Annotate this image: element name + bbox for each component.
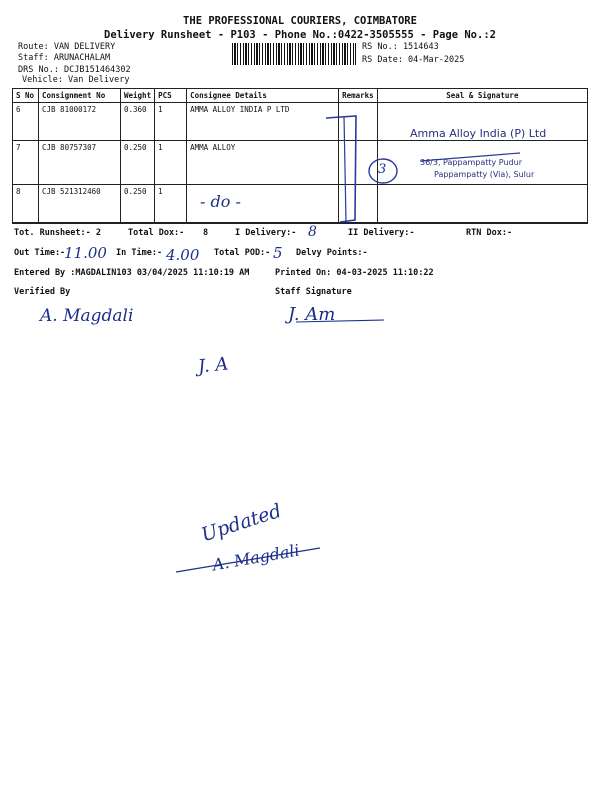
total-pod-label: Total POD:-	[214, 248, 271, 258]
i-delivery-handwritten: 8	[308, 224, 317, 240]
updated-note: Updated	[198, 499, 285, 547]
tot-runsheet: Tot. Runsheet:- 2	[14, 228, 101, 238]
row-consignee: AMMA ALLOY	[187, 141, 339, 185]
printed-on: Printed On: 04-03-2025 11:10:22	[275, 268, 434, 278]
header-remarks: Remarks	[339, 89, 378, 103]
rtn-dox-label: RTN Dox:-	[466, 228, 513, 238]
ii-delivery-label: II Delivery:-	[348, 228, 415, 238]
stamp-line-1: Amma Alloy India (P) Ltd	[410, 127, 547, 140]
verified-signature: A. Magdali	[40, 306, 134, 326]
total-pod-handwritten: 5	[273, 244, 283, 262]
row-weight: 0.250	[121, 141, 155, 185]
header-pcs: PCS	[155, 89, 187, 103]
header-weight: Weight	[121, 89, 155, 103]
row-weight: 0.250	[121, 185, 155, 223]
company-title: THE PROFESSIONAL COURIERS, COIMBATORE	[183, 15, 417, 27]
row-consignment: CJB 81000172	[39, 103, 121, 141]
header-consignee: Consignee Details	[187, 89, 339, 103]
row-consignee: AMMA ALLOY INDIA P LTD	[187, 103, 339, 141]
remarks-bracket-icon	[326, 116, 356, 222]
row-sno: 6	[13, 103, 39, 141]
header-consignment: Consignment No	[39, 89, 121, 103]
i-delivery-label: I Delivery:-	[235, 228, 297, 238]
drs-label: DRS No.: DCJB151464302	[18, 65, 131, 75]
out-time-handwritten: 11.00	[64, 244, 107, 262]
staff-signature-label: Staff Signature	[275, 287, 352, 297]
delvy-points-label: Delvy Points:-	[296, 248, 368, 258]
verified-by-label: Verified By	[14, 287, 71, 297]
header-seal: Seal & Signature	[377, 89, 587, 103]
in-time-label: In Time:-	[116, 248, 163, 258]
row-pcs: 1	[155, 103, 187, 141]
row-sno: 7	[13, 141, 39, 185]
row-sno: 8	[13, 185, 39, 223]
row-weight: 0.360	[121, 103, 155, 141]
row8-handwritten-note: - do -	[200, 192, 241, 211]
rs-no: RS No.: 1514643	[362, 42, 439, 52]
row-consignment: CJB 80757307	[39, 141, 121, 185]
header-sno: S No	[13, 89, 39, 103]
stamp-line-3: Pappampatty (Via), Sulur	[434, 170, 535, 179]
runsheet-title: Delivery Runsheet - P103 - Phone No.:0422-3505555 - Page No.:2	[104, 29, 496, 41]
updated-signature: A. Magdali	[211, 540, 301, 575]
entered-by: Entered By :MAGDALIN103 03/04/2025 11:10:19 AM	[14, 268, 250, 278]
row-consignment: CJB 521312460	[39, 185, 121, 223]
row-pcs: 1	[155, 141, 187, 185]
total-dox-value: 8	[203, 228, 209, 238]
staff-signature: J. Am	[288, 304, 336, 325]
stamp-line-2: 36/3, Pappampatty Pudur	[420, 158, 522, 167]
out-time-label: Out Time:-	[14, 248, 66, 258]
staff-label: Staff: ARUNACHALAM	[18, 53, 111, 63]
in-time-handwritten: 4.00	[166, 246, 200, 264]
total-dox-label: Total Dox:-	[128, 228, 185, 238]
route-label: Route: VAN DELIVERY	[18, 42, 116, 52]
vehicle-label: Vehicle: Van Delivery	[22, 75, 130, 85]
circled-number: 3	[378, 162, 387, 177]
middle-signature: J. A	[196, 353, 230, 378]
rs-date: RS Date: 04-Mar-2025	[362, 55, 465, 65]
row-pcs: 1	[155, 185, 187, 223]
